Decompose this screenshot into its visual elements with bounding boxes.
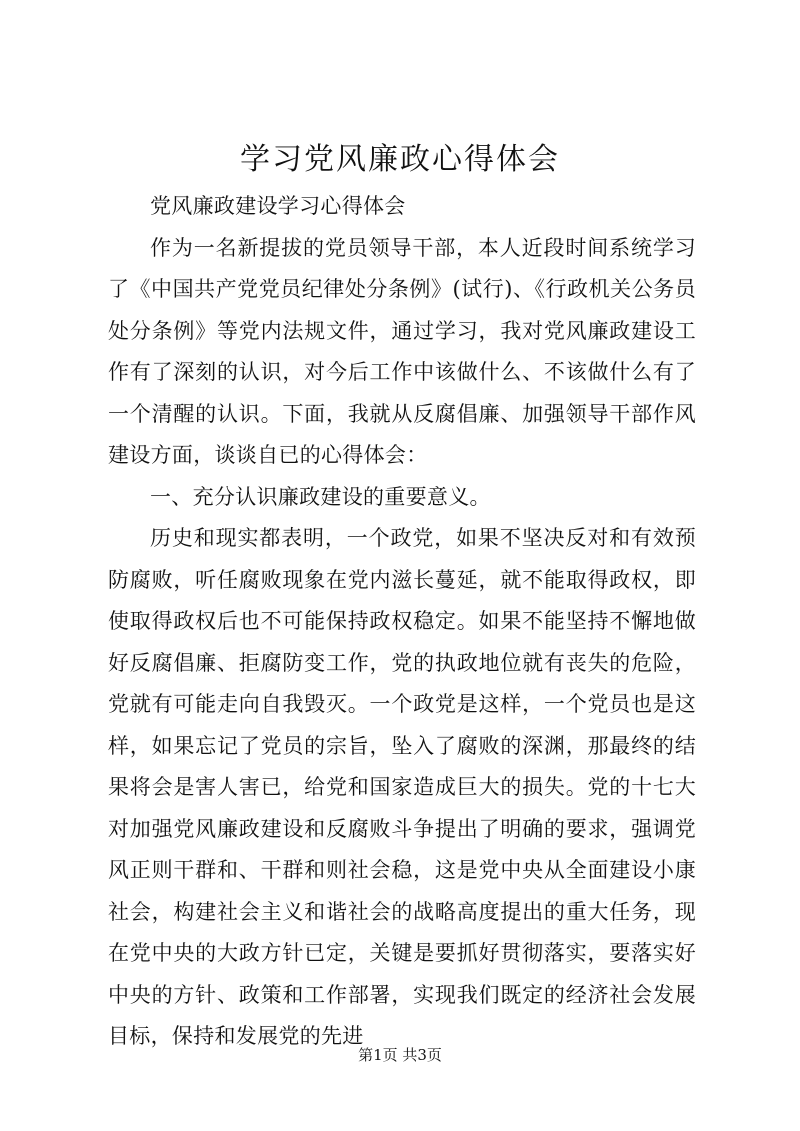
document-title: 学习党风廉政心得体会: [240, 142, 560, 177]
page-footer: 第1页 共3页: [358, 1046, 442, 1064]
document-body: [108, 186, 696, 1058]
paragraph-subtitle: 党风廉政建设学习心得体会: [150, 194, 406, 218]
paragraph-section-heading: 一、充分认识廉政建设的重要意义。: [150, 484, 491, 509]
paragraph-history: 历史和现实都表明，一个政党，如果不坚决反对和有效预防腐败，听任腐败现象在党内滋长蔓延，就不能取得政权，即使取得政权后也不可能保持政权稳定。如果不能坚持不懈地做好反腐倡廉、拒腐防变工作，党的执政地位就有丧失的危险，党就有可能走向自我毁灭。一个政党是这样，一个党员也是这样，如果忘记了党员的宗旨，坠入了腐败的深渊，那最终的结果将会是害人害已，给党和国家造成巨大的损失。党的十七大对加强党风廉政建设和反腐败斗争提出了明确的要求，强调党风正则干群和、干群和则社会稳，这是党中央从全面建设小康社会，构建社会主义和谐社会的战略高度提出的重大任务，现在党中央的大政方针已定，关键是要抓好贯彻落实，要落实好中央的方针、政策和工作部署，实现我们既定的经济社会发展目标，保持和发展党的先进: [108, 526, 696, 1048]
paragraph-intro: 作为一名新提拔的党员领导干部，本人近段时间系统学习了《中国共产党党员纪律处分条例》(试行)、《行政机关公务员处分条例》等党内法规文件，通过学习，我对党风廉政建设工作有了深刻的认识，对今后工作中该做什么、不该做什么有了一个清醒的认识。下面，我就从反腐倡廉、加强领导干部作风建设方面，谈谈自已的心得体会：: [108, 235, 696, 467]
